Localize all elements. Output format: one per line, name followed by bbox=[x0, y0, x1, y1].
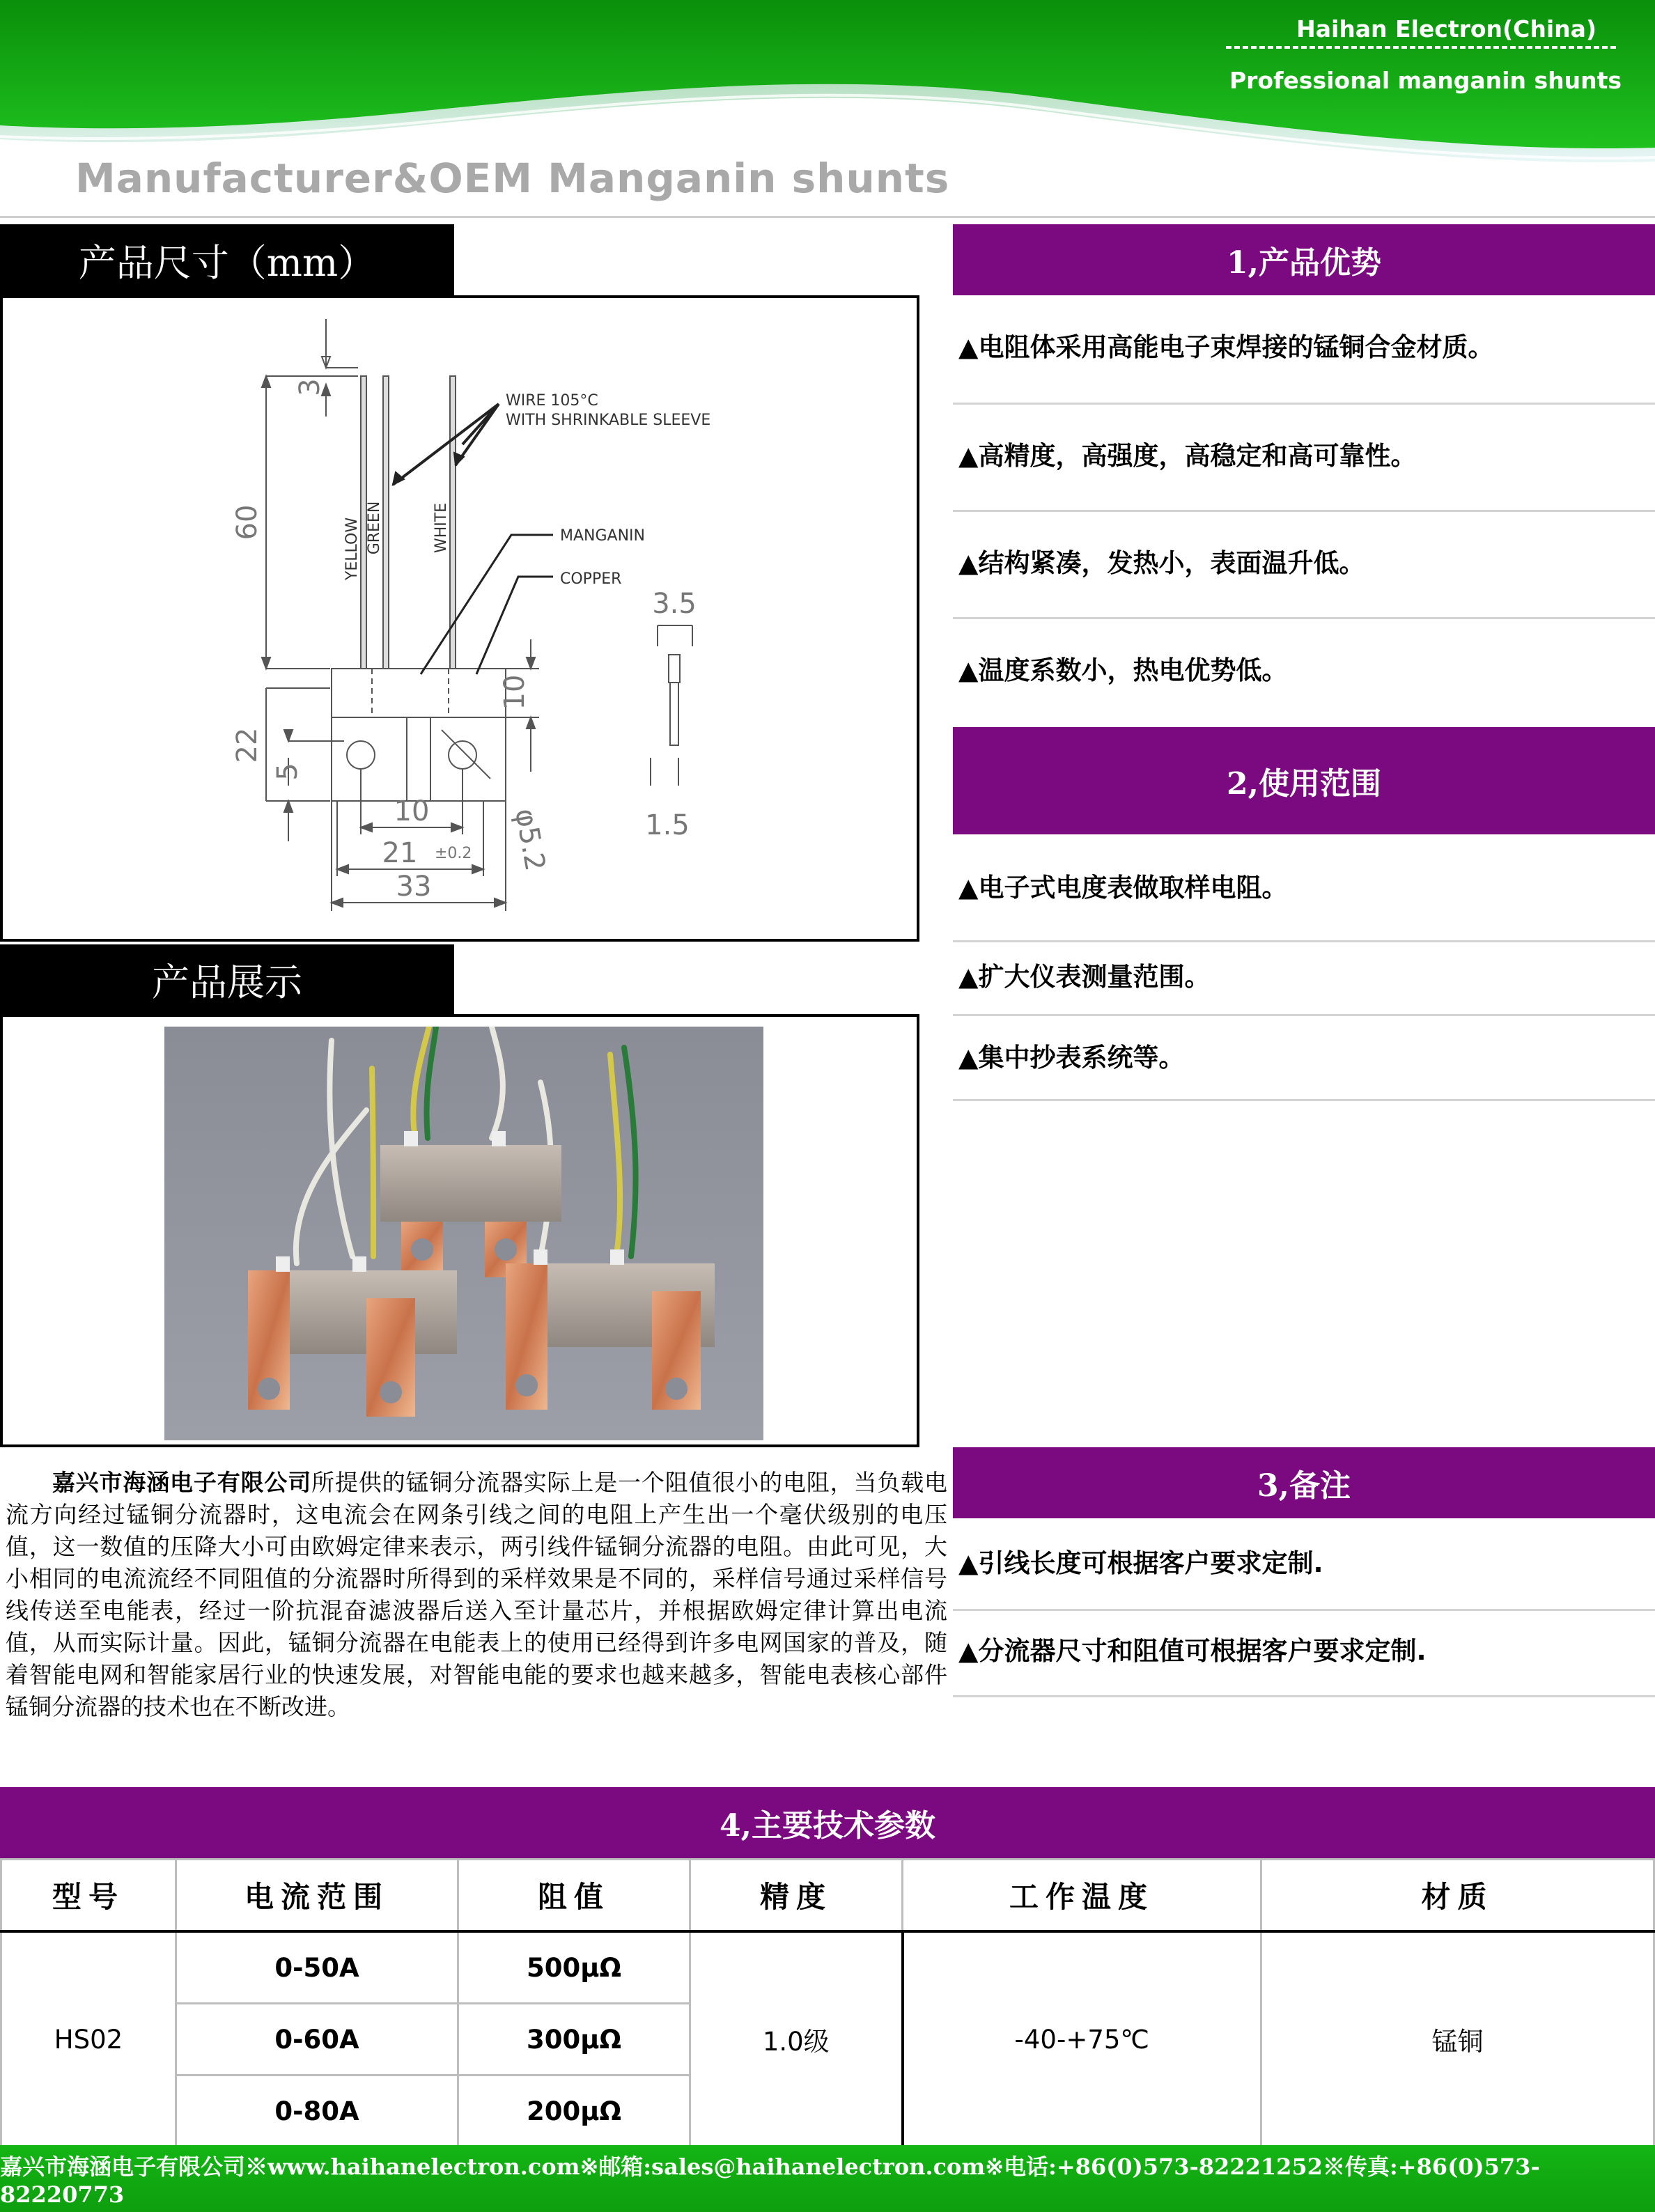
label-wire: WIRE 105°C bbox=[506, 392, 598, 410]
intro-company: 嘉兴市海涵电子有限公司 bbox=[52, 1469, 312, 1496]
section-tab-dimensions: 产品尺寸（mm） bbox=[0, 224, 454, 295]
label-copper: COPPER bbox=[560, 570, 622, 588]
dim-10-horizontal: 10 bbox=[394, 795, 430, 827]
intro-text: 所提供的锰铜分流器实际上是一个阻值很小的电阻，当负载电流方向经过锰铜分流器时，这电流会在网条引线之间的电阻上产生出一个毫伏级别的电压值，这一数值的压降大小可由欧姆定律来表示，两引线件锰铜分流器的电阻。由此可见，大小相同的电流流经不同阻值的分流器时所得到的采样效果是不同的，采样信号通过采样信号线传送至电能表，经过一阶抗混奋滤波器后送入至计量芯片，并根据欧姆定律计算出电流值，从而实际计量。因此，锰铜分流器在电能表上的使用已经得到许多电网国家的普及，随着智能电网和智能家居行业的快速发展，对智能电能的要求也越来越多，智能电表核心部件锰铜分流器的技术也在不断改进。 bbox=[6, 1469, 948, 1720]
section-header-advantages: 1,产品优势 bbox=[953, 224, 1655, 295]
table-row bbox=[1, 1931, 1654, 2004]
dim-10-vertical: 10 bbox=[499, 674, 531, 710]
cell-model: HS02 bbox=[1, 1931, 176, 2147]
divider bbox=[953, 1014, 1655, 1016]
cell-current: 0-80A bbox=[176, 2075, 458, 2147]
banner-title: Manufacturer&OEM Manganin shunts bbox=[75, 155, 950, 202]
section-header-usage: 2,使用范围 bbox=[953, 727, 1655, 834]
company-intro bbox=[6, 1467, 947, 1723]
label-green: GREEN bbox=[366, 501, 383, 555]
company-name-en: Haihan Electron(China) bbox=[1296, 15, 1596, 42]
col-header-material: 材质 bbox=[1261, 1860, 1654, 1932]
table-header-row bbox=[1, 1860, 1654, 1932]
col-header-temperature: 工作温度 bbox=[903, 1860, 1261, 1932]
dim-3: 3 bbox=[294, 378, 326, 396]
cell-resistance: 200μΩ bbox=[458, 2075, 690, 2147]
product-photo bbox=[164, 1027, 763, 1440]
dim-3-5: 3.5 bbox=[652, 588, 697, 620]
section-header-notes: 3,备注 bbox=[953, 1447, 1655, 1518]
dim-5: 5 bbox=[272, 763, 304, 781]
advantage-item: ▲高精度，高强度，高稳定和高可靠性。 bbox=[958, 441, 1417, 471]
divider bbox=[953, 1609, 1655, 1611]
footer-contact: 嘉兴市海涵电子有限公司※www.haihanelectron.com※邮箱:sales@haihanelectron.com※电话:+86(0)573-82221252※传真:+86(0)573-82220773 bbox=[0, 2145, 1655, 2212]
dimension-drawing bbox=[3, 298, 917, 939]
cell-material: 锰铜 bbox=[1261, 1931, 1654, 2147]
note-item: ▲分流器尺寸和阻值可根据客户要求定制. bbox=[958, 1636, 1427, 1666]
divider bbox=[953, 940, 1655, 942]
product-photo-frame bbox=[0, 1014, 919, 1447]
specs-table bbox=[0, 1858, 1655, 2148]
label-manganin: MANGANIN bbox=[560, 527, 645, 545]
dim-22: 22 bbox=[231, 727, 263, 763]
dim-tolerance: ±0.2 bbox=[435, 845, 472, 862]
divider bbox=[953, 1099, 1655, 1101]
advantage-item: ▲结构紧凑，发热小，表面温升低。 bbox=[958, 548, 1365, 578]
page-header bbox=[0, 0, 1655, 209]
header-rule bbox=[0, 216, 1655, 218]
dim-1-5: 1.5 bbox=[645, 809, 690, 841]
dim-21: 21 bbox=[382, 837, 418, 869]
divider bbox=[953, 617, 1655, 619]
col-header-current: 电流范围 bbox=[176, 1860, 458, 1932]
cell-current: 0-60A bbox=[176, 2004, 458, 2075]
cell-resistance: 500μΩ bbox=[458, 1931, 690, 2004]
usage-item: ▲集中抄表系统等。 bbox=[958, 1043, 1185, 1073]
col-header-model: 型号 bbox=[1, 1860, 176, 1932]
cell-current: 0-50A bbox=[176, 1931, 458, 2004]
dim-phi: φ5.2 bbox=[508, 806, 552, 874]
cell-temperature: -40-+75℃ bbox=[903, 1931, 1261, 2147]
divider bbox=[953, 403, 1655, 405]
dimension-drawing-frame bbox=[0, 295, 919, 942]
cell-resistance: 300μΩ bbox=[458, 2004, 690, 2075]
section-header-specs: 4,主要技术参数 bbox=[0, 1787, 1655, 1858]
section-tab-display: 产品展示 bbox=[0, 944, 454, 1014]
header-slogan: Professional manganin shunts bbox=[1229, 67, 1622, 94]
label-yellow: YELLOW bbox=[343, 517, 361, 581]
dim-60: 60 bbox=[231, 504, 263, 540]
usage-item: ▲电子式电度表做取样电阻。 bbox=[958, 873, 1288, 903]
col-header-resistance: 阻值 bbox=[458, 1860, 690, 1932]
divider bbox=[953, 1695, 1655, 1697]
col-header-accuracy: 精度 bbox=[690, 1860, 903, 1932]
dim-33: 33 bbox=[396, 871, 432, 903]
header-divider bbox=[1226, 46, 1616, 49]
label-sleeve: WITH SHRINKABLE SLEEVE bbox=[506, 412, 711, 429]
advantage-item: ▲电阻体采用高能电子束焊接的锰铜合金材质。 bbox=[958, 332, 1494, 362]
usage-item: ▲扩大仪表测量范围。 bbox=[958, 962, 1211, 992]
cell-accuracy: 1.0级 bbox=[690, 1931, 903, 2147]
label-white: WHITE bbox=[433, 502, 450, 554]
note-item: ▲引线长度可根据客户要求定制. bbox=[958, 1548, 1323, 1578]
advantage-item: ▲温度系数小，热电优势低。 bbox=[958, 655, 1288, 685]
divider bbox=[953, 510, 1655, 512]
